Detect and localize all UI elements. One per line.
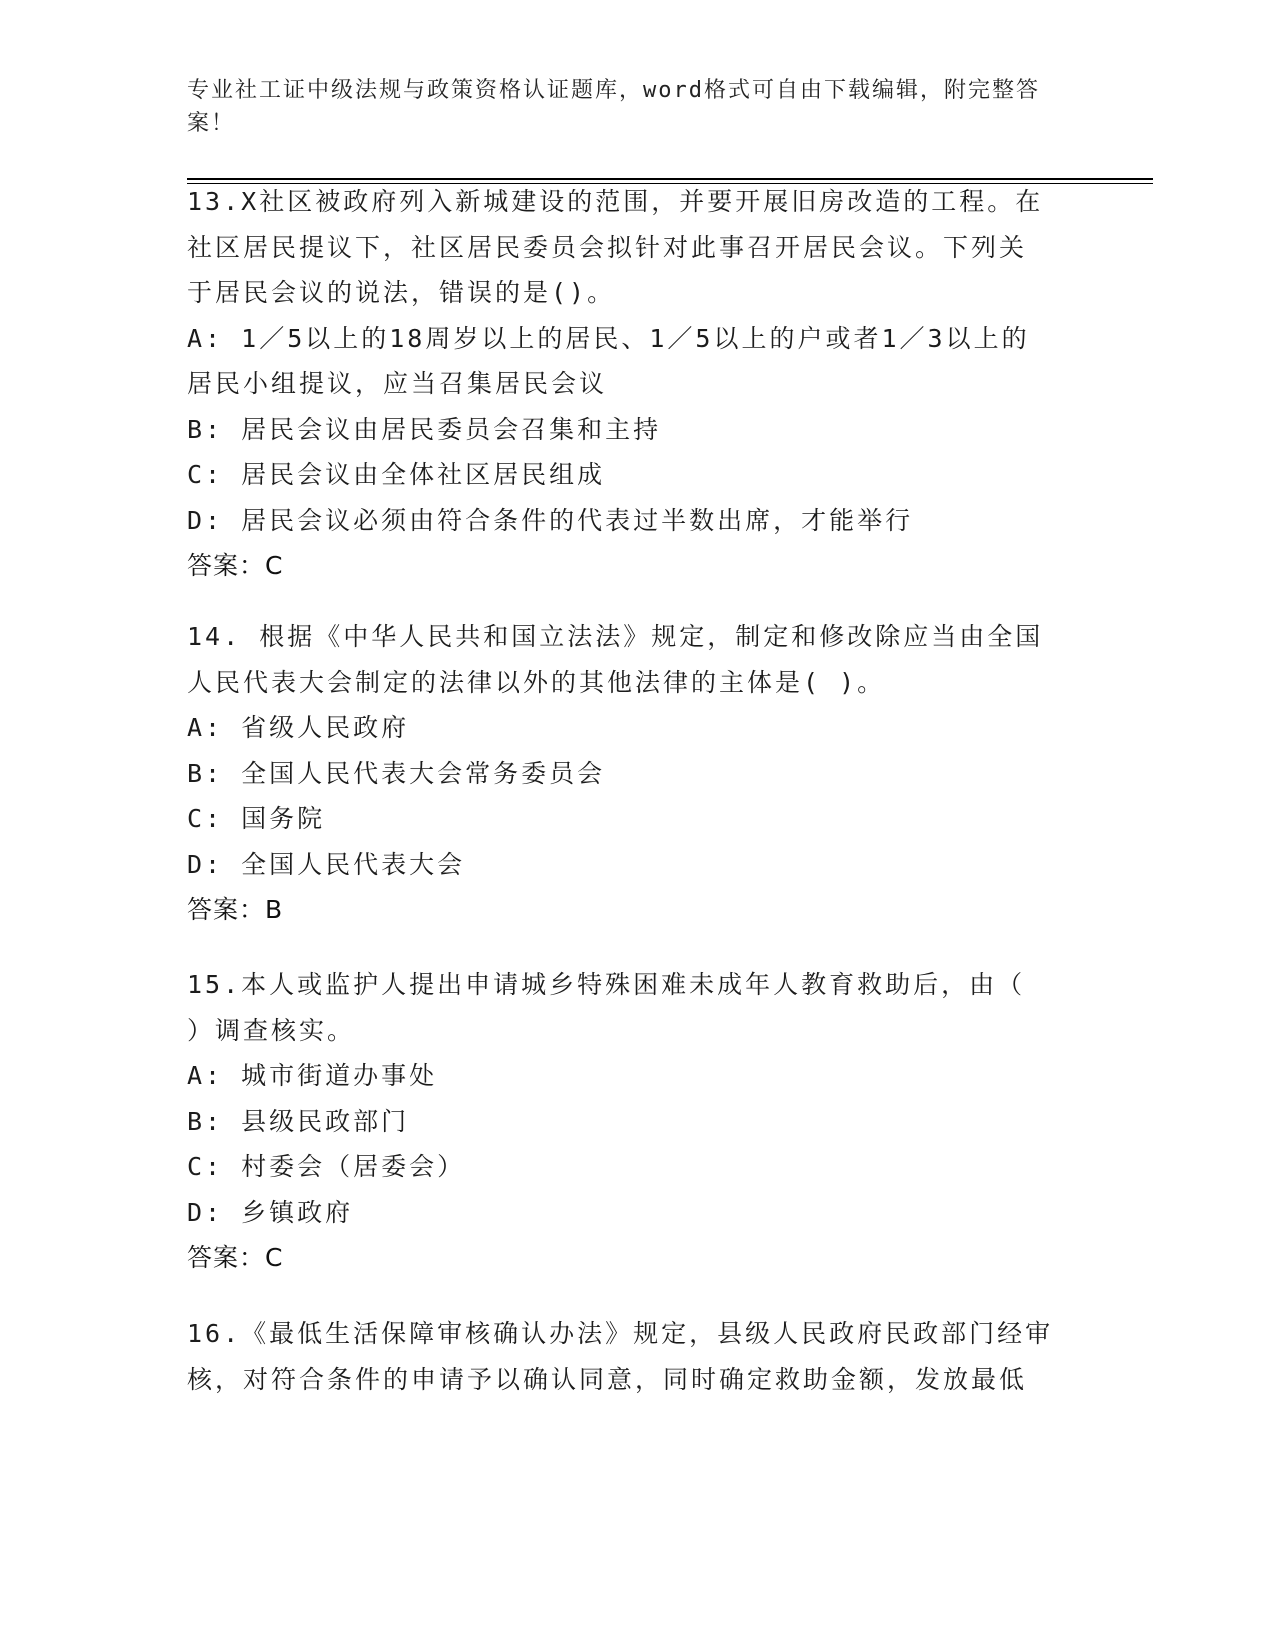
- option-a: A: 省级人民政府: [187, 713, 410, 742]
- header-line: 案！: [187, 111, 236, 136]
- page-header: [187, 74, 1067, 140]
- question-stem-line: ）调查核实。: [187, 1015, 356, 1045]
- header-line: 专业社工证中级法规与政策资格认证题库，word格式可自由下载编辑，附完整答: [187, 78, 1040, 103]
- option-b: B: 全国人民代表大会常务委员会: [187, 758, 606, 788]
- question-16: [187, 1311, 1067, 1402]
- option-c: C: 居民会议由全体社区居民组成: [187, 460, 606, 489]
- option-d: D: 全国人民代表大会: [187, 849, 466, 879]
- option-b: B: 县级民政部门: [187, 1106, 410, 1136]
- question-13: [187, 179, 1067, 589]
- option-c: C: 国务院: [187, 804, 326, 833]
- option-d: D: 乡镇政府: [187, 1197, 354, 1227]
- question-stem-line: 16.《最低生活保障审核确认办法》规定，县级人民政府民政部门经审: [187, 1319, 1054, 1348]
- answer: 答案：B: [187, 895, 284, 924]
- question-stem-line: 于居民会议的说法，错误的是()。: [187, 278, 616, 307]
- option-a: A: 城市街道办事处: [187, 1061, 438, 1090]
- option-d: D: 居民会议必须由符合条件的代表过半数出席，才能举行: [187, 505, 914, 535]
- question-stem-line: 人民代表大会制定的法律以外的其他法律的主体是( )。: [187, 667, 886, 697]
- question-14: [187, 614, 1067, 933]
- question-15: [187, 962, 1067, 1281]
- answer: 答案：C: [187, 551, 284, 580]
- option-a-continued: 居民小组提议，应当召集居民会议: [187, 369, 608, 398]
- question-stem-line: 社区居民提议下，社区居民委员会拟针对此事召开居民会议。下列关: [187, 232, 1028, 262]
- question-stem-line: 13.X社区被政府列入新城建设的范围，并要开展旧房改造的工程。在: [187, 187, 1044, 216]
- question-stem-line: 14. 根据《中华人民共和国立法法》规定，制定和修改除应当由全国: [187, 622, 1044, 651]
- question-stem-line: 核，对符合条件的申请予以确认同意，同时确定救助金额，发放最低: [187, 1364, 1028, 1394]
- question-stem-line: 15.本人或监护人提出申请城乡特殊困难未成年人教育救助后，由（: [187, 970, 1026, 999]
- option-b: B: 居民会议由居民委员会召集和主持: [187, 414, 662, 444]
- option-c: C: 村委会（居委会）: [187, 1152, 466, 1181]
- option-a: A: 1／5以上的18周岁以上的居民、1／5以上的户或者1／3以上的: [187, 323, 1030, 353]
- answer: 答案：C: [187, 1243, 284, 1272]
